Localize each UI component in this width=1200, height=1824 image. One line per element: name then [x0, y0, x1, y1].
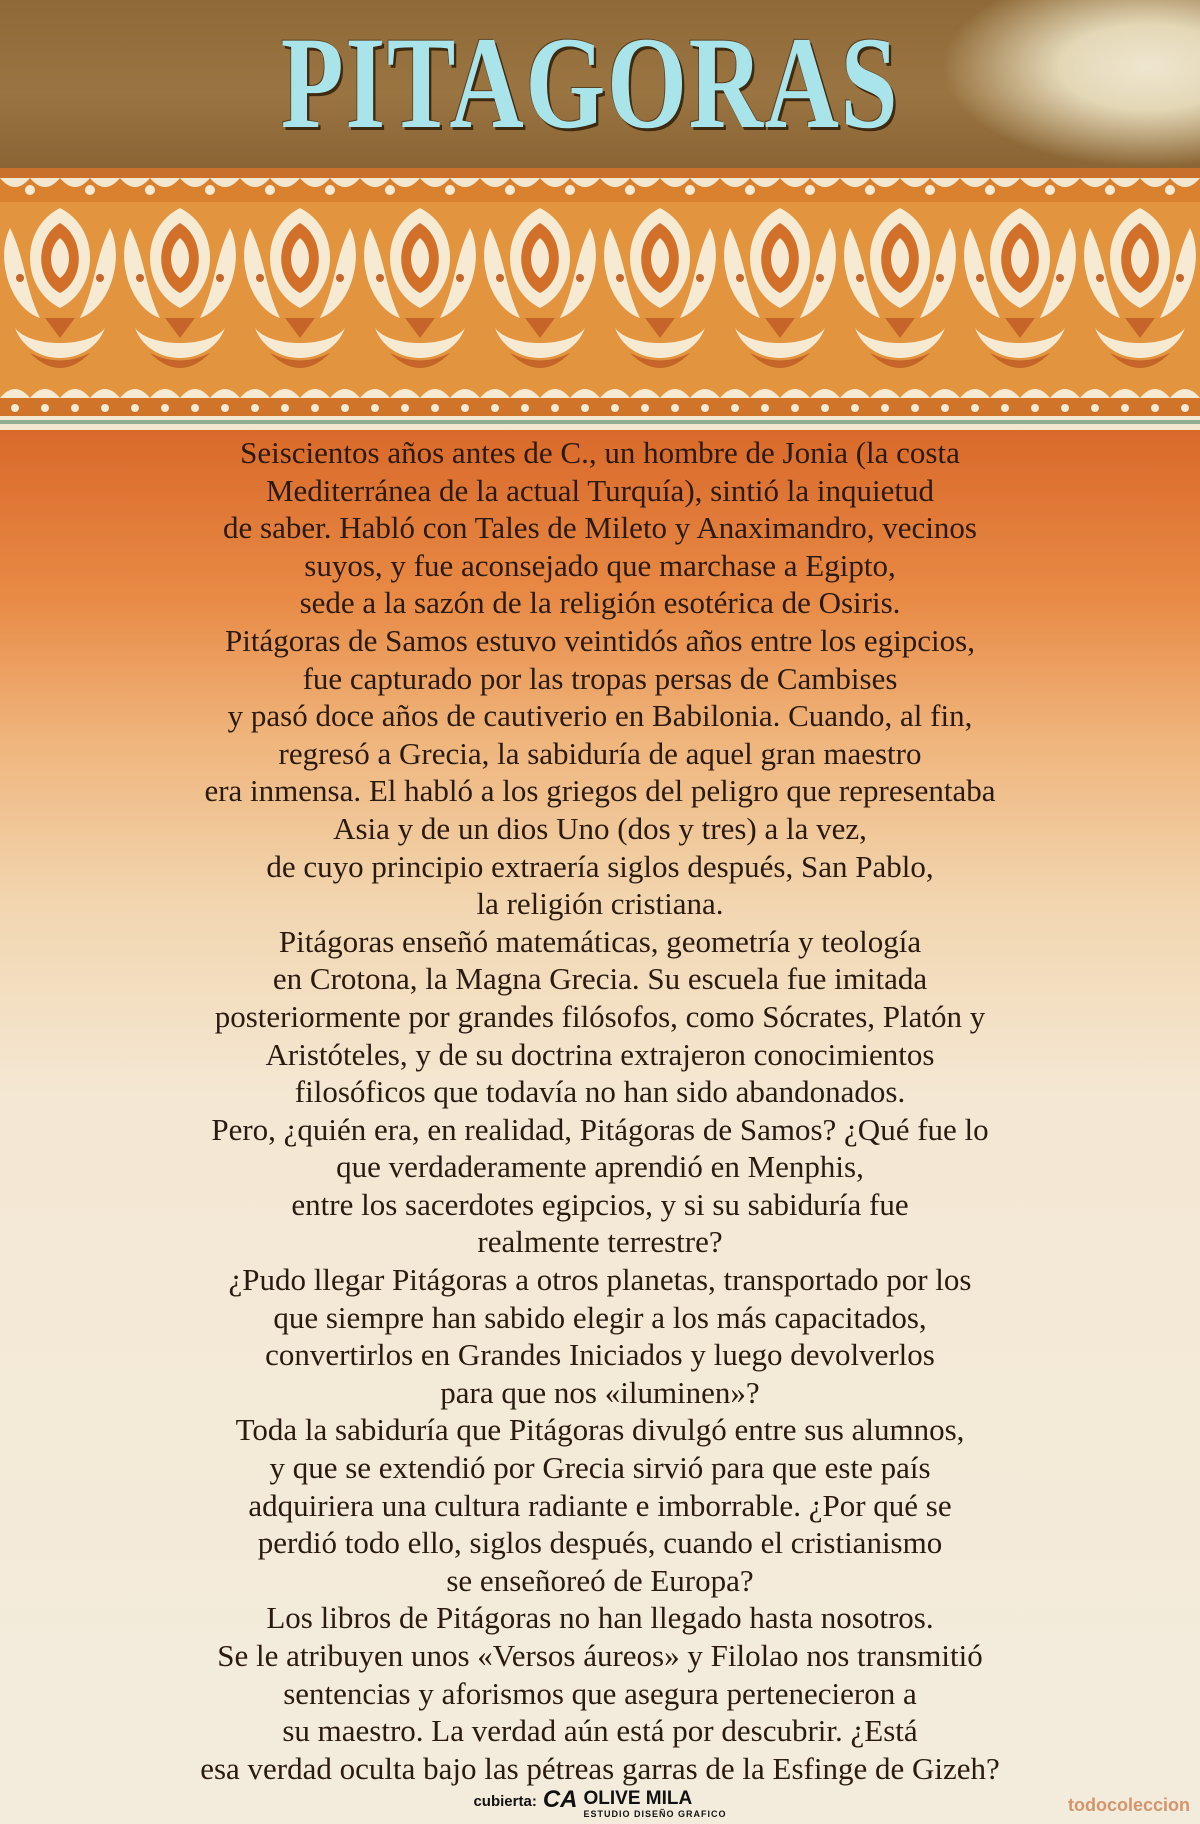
- blurb-line: filosóficos que todavía no han sido abandonados.: [294, 1074, 906, 1110]
- blurb-line: adquiriera una cultura radiante e imborrable. ¿Por qué se: [248, 1487, 952, 1523]
- blurb-line: Mediterránea de la actual Turquía), sintió la inquietud: [265, 472, 935, 508]
- blurb-area: [0, 430, 1200, 1824]
- blurb-line: Asia y de un dios Uno (dos y tres) a la vez,: [333, 810, 867, 846]
- blurb-line: esa verdad oculta bajo las pétreas garras de la Esfinge de Gizeh?: [200, 1750, 1000, 1786]
- blurb-line: fue capturado por las tropas persas de Cambises: [302, 660, 898, 696]
- blurb-line: Pitágoras enseñó matemáticas, geometría y teología: [278, 923, 922, 959]
- blurb-line: que verdaderamente aprendió en Menphis,: [336, 1149, 864, 1185]
- ornamental-band: [0, 168, 1200, 430]
- blurb-line: Pitágoras de Samos estuvo veintidós años entre los egipcios,: [225, 622, 975, 658]
- blurb-line: de cuyo principio extraería siglos después, San Pablo,: [266, 848, 934, 884]
- watermark: todocoleccion: [1067, 1795, 1190, 1815]
- blurb-text: [30, 434, 1170, 1787]
- worn-corner: [940, 0, 1200, 168]
- blurb-line: Seiscientos años antes de C., un hombre de Jonia (la costa: [240, 435, 960, 470]
- blurb-line: ¿Pudo llegar Pitágoras a otros planetas, transportado por los: [228, 1262, 972, 1298]
- blurb-line: de saber. Habló con Tales de Mileto y Anaximandro, vecinos: [223, 510, 977, 546]
- blurb-line: y que se extendió por Grecia sirvió para que este país: [269, 1450, 931, 1486]
- blurb-line: entre los sacerdotes egipcios, y si su sabiduría fue: [291, 1186, 909, 1222]
- title-band: [0, 0, 1200, 168]
- ornament-pattern: [0, 168, 1200, 430]
- blurb-line: realmente terrestre?: [477, 1224, 723, 1260]
- blurb-line: y pasó doce años de cautiverio en Babilonia. Cuando, al fin,: [227, 698, 973, 734]
- cover-credit: [0, 1786, 1200, 1819]
- blurb-line: que siempre han sabido elegir a los más capacitados,: [273, 1299, 927, 1335]
- blurb-line: Los libros de Pitágoras no han llegado hasta nosotros.: [266, 1600, 934, 1636]
- blurb-line: Pero, ¿quién era, en realidad, Pitágoras de Samos? ¿Qué fue lo: [211, 1111, 989, 1147]
- blurb-line: sentencias y aforismos que asegura pertenecieron a: [283, 1675, 917, 1711]
- blurb-line: sede a la sazón de la religión esotérica de Osiris.: [299, 585, 901, 621]
- blurb-line: Aristóteles, y de su doctrina extrajeron conocimientos: [265, 1036, 935, 1072]
- blurb-line: la religión cristiana.: [476, 886, 724, 922]
- blurb-line: para que nos «iluminen»?: [440, 1374, 760, 1410]
- blurb-line: Se le atribuyen unos «Versos áureos» y Filolao nos transmitió: [217, 1638, 983, 1673]
- credit-name: OLIVE MILA: [583, 1788, 693, 1809]
- credit-subtitle: ESTUDIO DISEÑO GRAFICO: [583, 1809, 727, 1819]
- blurb-line: convertirlos en Grandes Iniciados y luego devolverlos: [265, 1337, 935, 1373]
- credit-label: cubierta:: [473, 1793, 537, 1810]
- blurb-line: en Crotona, la Magna Grecia. Su escuela fue imitada: [272, 961, 928, 997]
- book-title: PITAGORAS: [280, 9, 900, 156]
- blurb-line: posteriormente por grandes filósofos, como Sócrates, Platón y: [214, 998, 986, 1034]
- blurb-line: era inmensa. El habló a los griegos del peligro que representaba: [204, 773, 996, 809]
- blurb-line: su maestro. La verdad aún está por descubrir. ¿Está: [282, 1713, 918, 1749]
- blurb-line: se enseñoreó de Europa?: [446, 1562, 754, 1598]
- blurb-line: perdió todo ello, siglos después, cuando el cristianismo: [257, 1525, 943, 1561]
- ca-logo: CA: [542, 1786, 578, 1813]
- blurb-line: Toda la sabiduría que Pitágoras divulgó entre sus alumnos,: [235, 1412, 965, 1448]
- blurb-line: suyos, y fue aconsejado que marchase a Egipto,: [304, 547, 896, 583]
- blurb-line: regresó a Grecia, la sabiduría de aquel gran maestro: [278, 735, 922, 771]
